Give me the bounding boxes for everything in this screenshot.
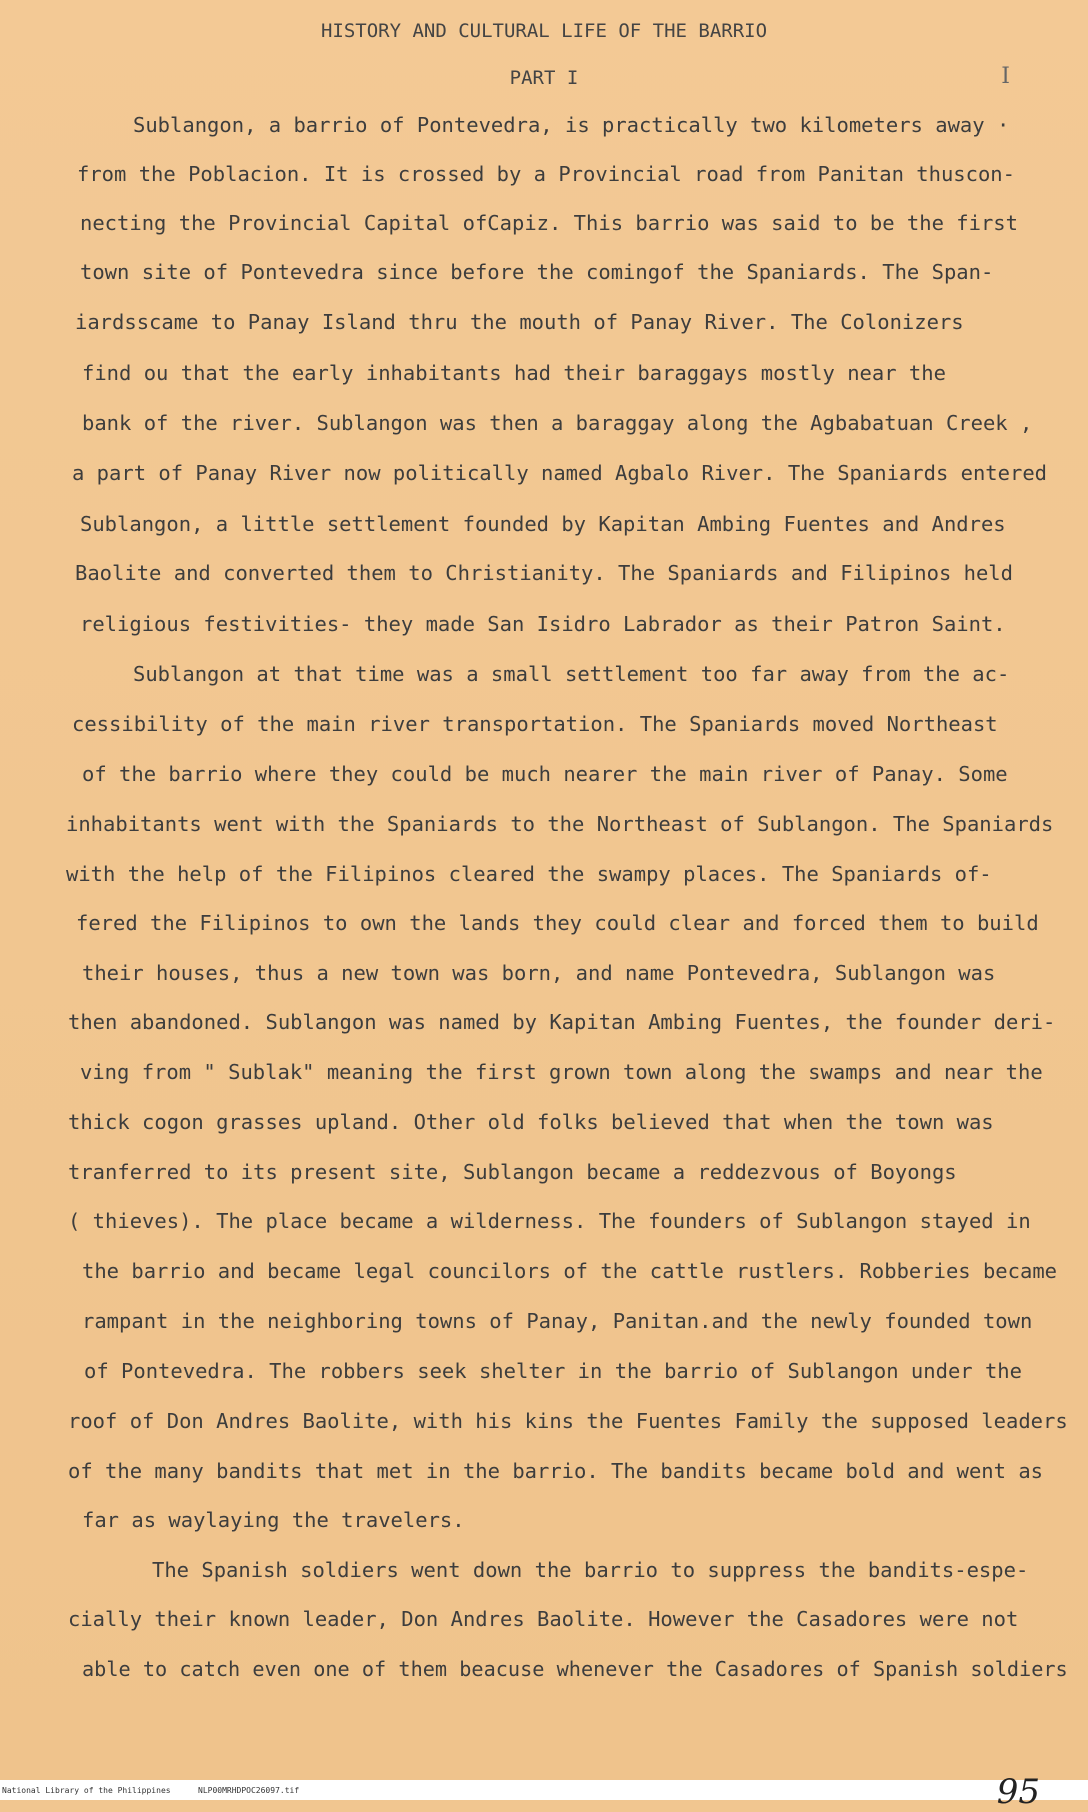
text-line: a part of Panay River now politically named Agbalo River. The Spaniards entered xyxy=(72,461,1048,485)
text-line: of Pontevedra. The robbers seek shelter in the barrio of Sublangon under the xyxy=(84,1359,1022,1383)
text-line: Sublangon at that time was a small settlement too far away from the ac- xyxy=(133,662,1010,686)
text-line: with the help of the Filipinos cleared the swampy places. The Spaniards of- xyxy=(66,862,992,886)
text-line: far as waylaying the travelers. xyxy=(82,1508,465,1532)
text-line: town site of Pontevedra since before the comingof the Spaniards. The Span- xyxy=(80,260,994,284)
text-line: Sublangon, a barrio of Pontevedra, is practically two kilometers away · xyxy=(133,113,1010,137)
library-credit: National Library of the Philippines xyxy=(2,1786,171,1795)
text-line: then abandoned. Sublangon was named by Kapitan Ambing Fuentes, the founder deri- xyxy=(68,1010,1056,1034)
part-label: PART I xyxy=(509,67,579,89)
text-line: inhabitants went with the Spaniards to the Northeast of Sublangon. The Spaniards xyxy=(66,812,1054,836)
text-line: ving from " Sublak" meaning the first grown town along the swamps and near the xyxy=(80,1060,1043,1084)
text-line: their houses, thus a new town was born, and name Pontevedra, Sublangon was xyxy=(82,961,996,985)
text-line: roof of Don Andres Baolite, with his kins the Fuentes Family the supposed leaders xyxy=(68,1409,1068,1433)
handwritten-page-number: 95 xyxy=(996,1772,1040,1812)
text-line: able to catch even one of them beacuse whenever the Casadores of Spanish soldiers xyxy=(82,1657,1068,1681)
text-line: iardsscame to Panay Island thru the mouth of Panay River. The Colonizers xyxy=(75,310,964,334)
text-line: the barrio and became legal councilors of the cattle rustlers. Robberies became xyxy=(82,1259,1058,1283)
scan-footer xyxy=(0,1780,1088,1800)
text-line: from the Poblacion. It is crossed by a Provincial road from Panitan thuscon- xyxy=(77,162,1015,186)
text-line: Baolite and converted them to Christianity. The Spaniards and Filipinos held xyxy=(75,561,1013,585)
text-line: thick cogon grasses upland. Other old folks believed that when the town was xyxy=(68,1110,994,1134)
text-line: religious festivities- they made San Isidro Labrador as their Patron Saint. xyxy=(80,612,1006,636)
text-line: fered the Filipinos to own the lands they could clear and forced them to build xyxy=(76,911,1039,935)
document-heading: HISTORY AND CULTURAL LIFE OF THE BARRIO xyxy=(320,20,768,42)
page-roman-numeral: I xyxy=(1001,64,1010,89)
text-line: necting the Provincial Capital ofCapiz. This barrio was said to be the first xyxy=(80,211,1018,235)
text-line: cially their known leader, Don Andres Baolite. However the Casadores were not xyxy=(68,1607,1019,1631)
file-name: NLP00MRHDPOC26097.tif xyxy=(198,1786,300,1795)
text-line: cessibility of the main river transportation. The Spaniards moved Northeast xyxy=(72,712,998,736)
text-line: ( thieves). The place became a wilderness. The founders of Sublangon stayed in xyxy=(68,1209,1031,1233)
text-line: rampant in the neighboring towns of Panay, Panitan.and the newly founded town xyxy=(82,1309,1033,1333)
text-line: bank of the river. Sublangon was then a baraggay along the Agbabatuan Creek , xyxy=(82,411,1033,435)
text-line: The Spanish soldiers went down the barrio to suppress the bandits-espe- xyxy=(152,1558,1029,1582)
text-line: tranferred to its present site, Sublangon became a reddezvous of Boyongs xyxy=(68,1160,957,1184)
text-line: Sublangon, a little settlement founded by Kapitan Ambing Fuentes and Andres xyxy=(80,512,1006,536)
text-line: of the many bandits that met in the barrio. The bandits became bold and went as xyxy=(68,1459,1044,1483)
text-line: find ou that the early inhabitants had their baraggays mostly near the xyxy=(82,361,946,385)
text-line: of the barrio where they could be much nearer the main river of Panay. Some xyxy=(82,762,1008,786)
